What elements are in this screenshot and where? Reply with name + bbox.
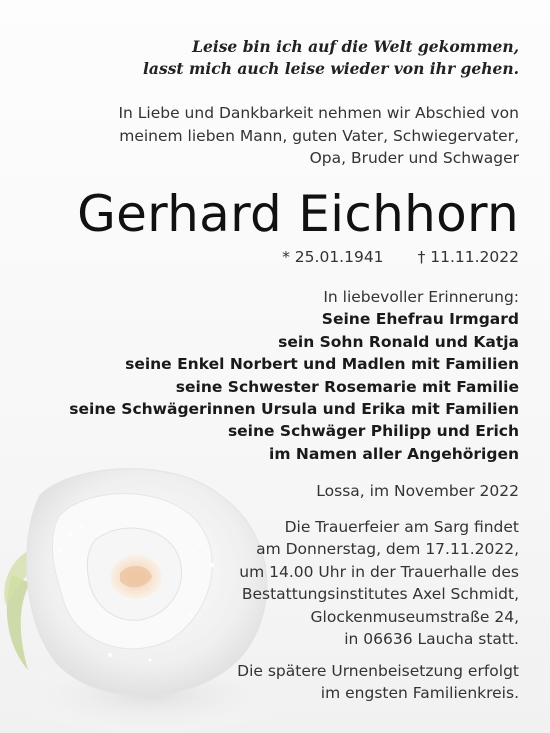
service-line: Bestattungsinstitutes Axel Schmidt, [241,585,519,604]
mourner-line: seine Schwester Rosemarie mit Familie [175,377,519,396]
service-line: am Donnerstag, dem 17.11.2022, [256,540,519,559]
motto-verse [143,36,519,80]
urn-line: Die spätere Urnenbeisetzung erfolgt [237,662,519,680]
mourner-line: seine Enkel Norbert und Madlen mit Familien [125,355,519,374]
motto-line: Leise bin ich auf die Welt gekommen, [192,37,519,56]
intro-line: meinem lieben Mann, guten Vater, Schwiegervater, [119,126,519,145]
motto-line: lasst mich auch leise wieder von ihr gehen. [143,59,519,78]
service-line: um 14.00 Uhr in der Trauerhalle des [239,562,519,581]
intro-text [118,102,519,170]
place-date: Lossa, im November 2022 [316,482,519,500]
intro-line: Opa, Bruder und Schwager [309,149,519,167]
birth-date: * 25.01.1941 [282,248,384,266]
service-line: Glockenmuseumstraße 24, [310,607,519,626]
intro-line: In Liebe und Dankbarkeit nehmen wir Abschied von [118,104,519,122]
service-line: in 06636 Laucha statt. [344,630,519,649]
mourner-line: Seine Ehefrau Irmgard [321,310,519,329]
urn-burial-info [237,660,519,705]
service-line: Die Trauerfeier am Sarg findet [284,518,519,536]
mourner-line: seine Schwäger Philipp und Erich [227,422,519,441]
life-dates [282,246,519,268]
mourner-line: im Namen aller Angehörigen [269,444,519,463]
mourners-lead: In liebevoller Erinnerung: [323,288,519,306]
funeral-service-info [239,516,519,650]
mourner-line: sein Sohn Ronald und Katja [278,332,519,351]
urn-line: im engsten Familienkreis. [320,684,519,703]
death-date: † 11.11.2022 [417,248,519,266]
mourners-list [69,286,519,465]
deceased-name: Gerhard Eichhorn [77,185,519,243]
mourner-line: seine Schwägerinnen Ursula und Erika mit Familien [69,400,519,419]
